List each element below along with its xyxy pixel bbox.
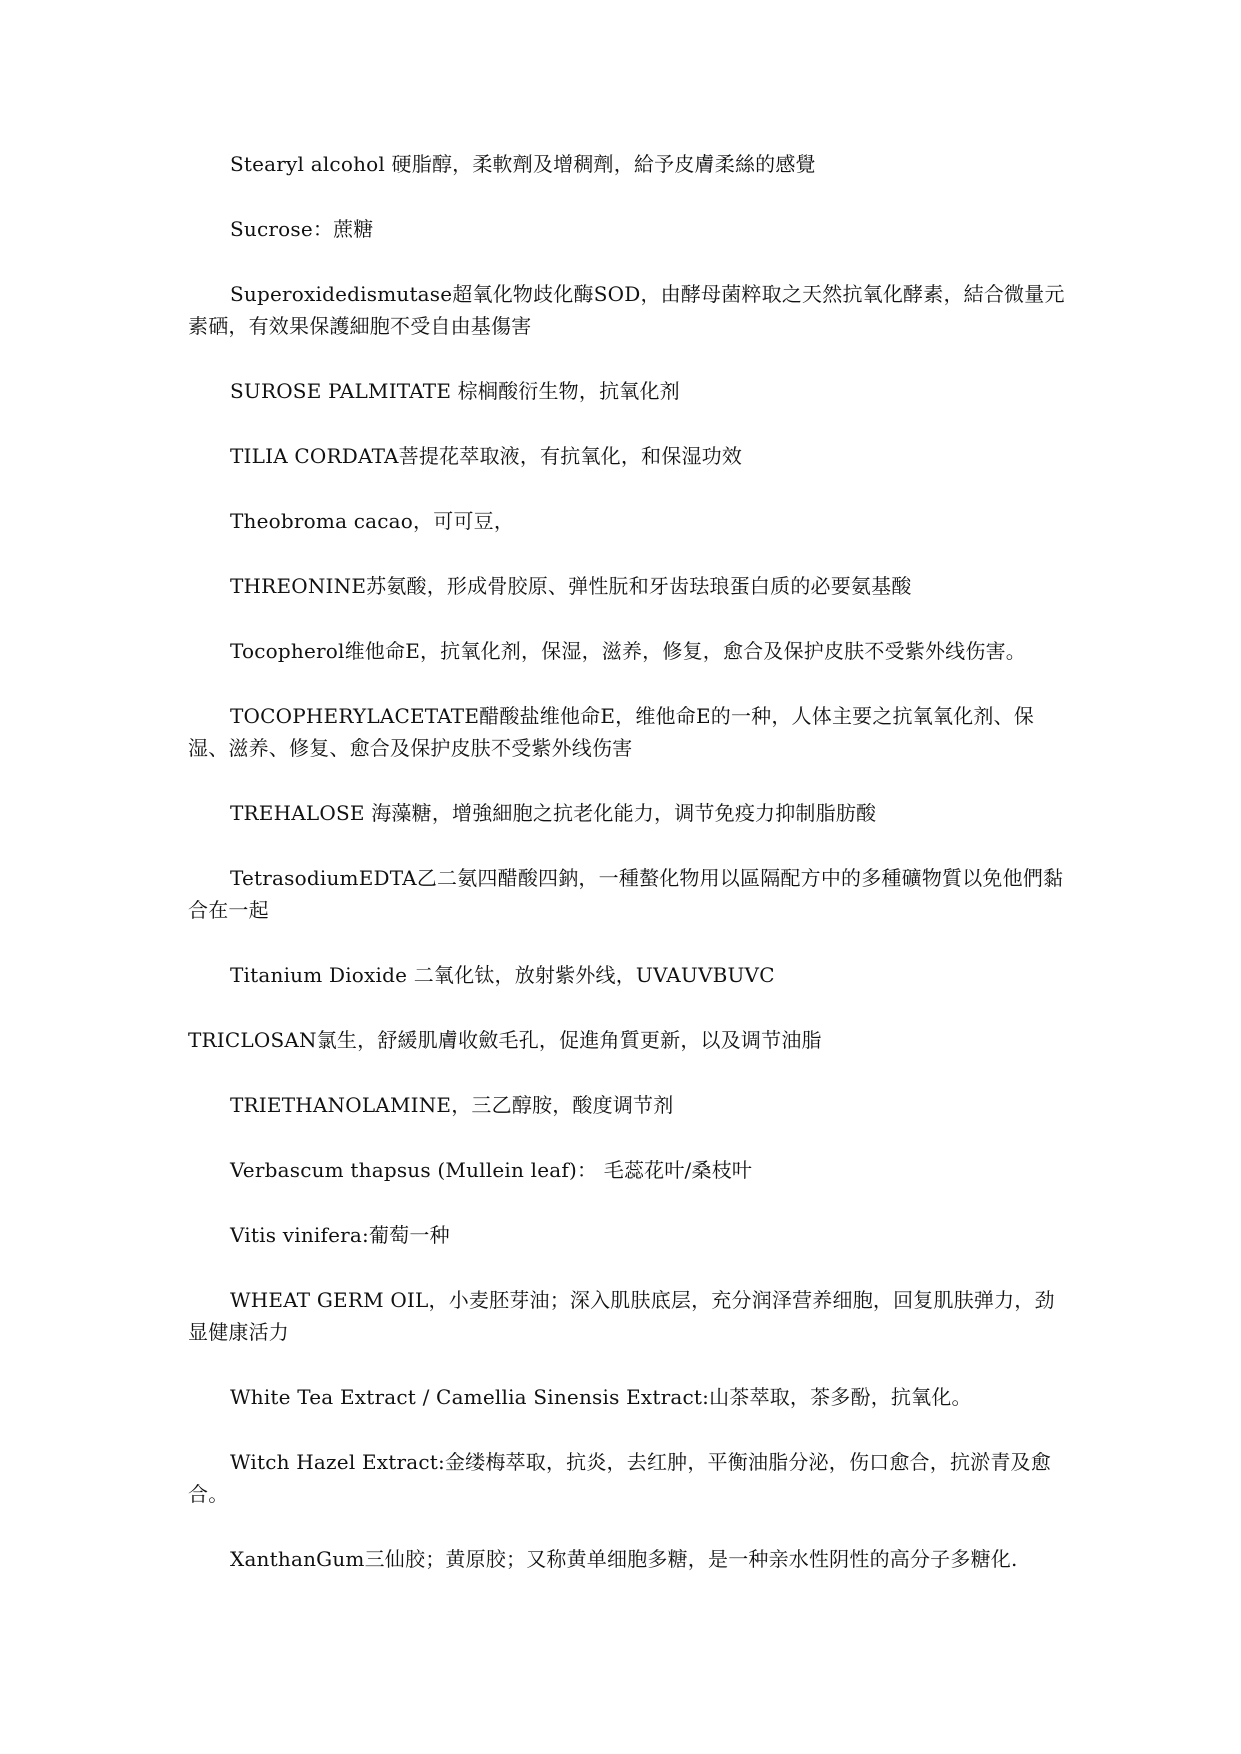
ingredient-entry-tilia-cordata: TILIA CORDATA菩提花萃取液，有抗氧化，和保湿功效 bbox=[230, 444, 743, 468]
ingredient-entry-white-tea-extract: White Tea Extract / Camellia Sinensis Extract:山茶萃取，茶多酚，抗氧化。 bbox=[230, 1385, 972, 1409]
ingredient-list bbox=[188, 148, 1068, 1608]
ingredient-entry-tocopherol: Tocopherol维他命E，抗氧化剂，保湿，滋养，修复，愈合及保护皮肤不受紫外线伤害。 bbox=[230, 639, 1026, 663]
ingredient-entry-triclosan: TRICLOSAN氯生，舒緩肌膚收斂毛孔，促進角質更新，以及调节油脂 bbox=[188, 1028, 822, 1052]
ingredient-entry-tetrasodium-edta: TetrasodiumEDTA乙二氨四醋酸四鈉，一種螯化物用以區隔配方中的多種礦物質以免他們黏合在一起 bbox=[188, 866, 1064, 922]
ingredient-entry-stearyl-alcohol: Stearyl alcohol 硬脂醇，柔軟劑及增稠劑，給予皮膚柔絲的感覺 bbox=[230, 152, 816, 176]
ingredient-entry-tocopheryl-acetate: TOCOPHERYLACETATE醋酸盐维他命E，维他命E的一种，人体主要之抗氧氧化剂、保湿、滋养、修复、愈合及保护皮肤不受紫外线伤害 bbox=[188, 704, 1034, 760]
ingredient-entry-theobroma-cacao: Theobroma cacao，可可豆， bbox=[230, 509, 515, 533]
ingredient-entry-threonine: THREONINE苏氨酸，形成骨胶原、弹性朊和牙齿珐琅蛋白质的必要氨基酸 bbox=[230, 574, 912, 598]
ingredient-entry-vitis-vinifera: Vitis vinifera:葡萄一种 bbox=[230, 1223, 450, 1247]
ingredient-entry-sucrose: Sucrose：蔗糖 bbox=[230, 217, 374, 241]
ingredient-entry-titanium-dioxide: Titanium Dioxide 二氧化钛，放射紫外线，UVAUVBUVC bbox=[230, 963, 775, 987]
ingredient-entry-trehalose: TREHALOSE 海藻糖，增強細胞之抗老化能力，调节免疫力抑制脂肪酸 bbox=[230, 801, 877, 825]
ingredient-entry-triethanolamine: TRIETHANOLAMINE，三乙醇胺，酸度调节剂 bbox=[230, 1093, 674, 1117]
ingredient-entry-witch-hazel-extract: Witch Hazel Extract:金缕梅萃取，抗炎，去红肿，平衡油脂分泌，伤口愈合，抗淤青及愈合。 bbox=[188, 1450, 1051, 1506]
ingredient-entry-xanthan-gum: XanthanGum三仙胶；黄原胶；又称黄单细胞多糖，是一种亲水性阴性的高分子多糖化. bbox=[230, 1547, 1018, 1571]
ingredient-entry-surose-palmitate: SUROSE PALMITATE 棕榈酸衍生物，抗氧化剂 bbox=[230, 379, 680, 403]
ingredient-entry-wheat-germ-oil: WHEAT GERM OIL，小麦胚芽油；深入肌肤底层，充分润泽营养细胞，回复肌肤弹力，劲显健康活力 bbox=[188, 1288, 1055, 1344]
ingredient-entry-verbascum-thapsus: Verbascum thapsus (Mullein leaf)： 毛蕊花叶/桑枝叶 bbox=[230, 1158, 753, 1182]
ingredient-entry-superoxide-dismutase: Superoxidedismutase超氧化物歧化酶SOD，由酵母菌粹取之天然抗氧化酵素，結合微量元素硒，有效果保護細胞不受自由基傷害 bbox=[188, 282, 1065, 338]
